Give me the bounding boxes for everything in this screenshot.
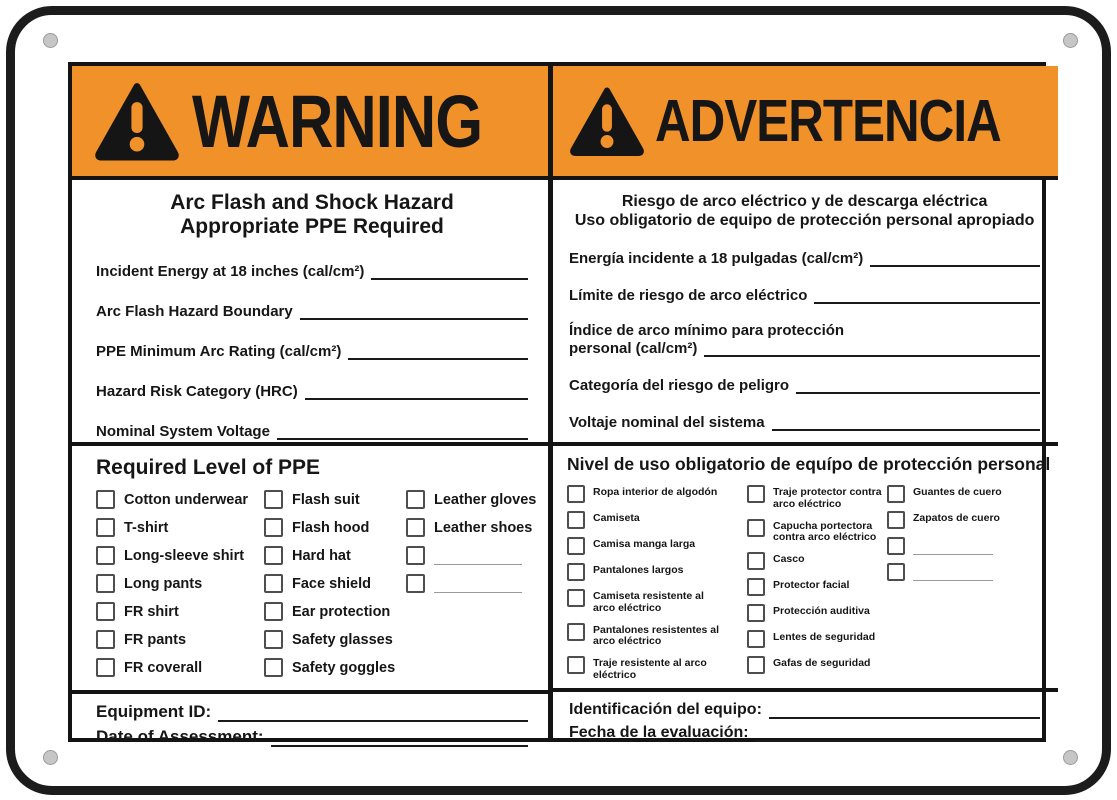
checkbox[interactable]: [567, 485, 585, 503]
write-in-line[interactable]: [300, 305, 528, 320]
checkbox[interactable]: [747, 630, 765, 648]
ppe-en-col3: [406, 490, 538, 686]
write-in-line[interactable]: [277, 425, 528, 440]
ppe-item-blank: [887, 537, 1050, 555]
ppe-section-en: [72, 442, 548, 690]
checkbox[interactable]: [887, 485, 905, 503]
ppe-item: Hard hat: [264, 546, 406, 565]
checkbox[interactable]: [264, 574, 283, 593]
write-in-line[interactable]: [913, 568, 993, 581]
checkbox[interactable]: [567, 511, 585, 529]
write-in-line[interactable]: [371, 265, 528, 280]
ppe-item: FR pants: [96, 630, 264, 649]
field-incident-energy: Incident Energy at 18 inches (cal/cm²): [96, 263, 528, 280]
write-in-line[interactable]: [434, 552, 522, 565]
ppe-item: Ropa interior de algodón: [567, 485, 747, 503]
ppe-item: Face shield: [264, 574, 406, 593]
ppe-item: Traje protector contra arco eléctrico: [747, 485, 887, 511]
ppe-item: FR coverall: [96, 658, 264, 677]
ppe-es-col3: [887, 485, 1050, 690]
ppe-title-es: Nivel de uso obligatorio de equípo de protección personal: [567, 454, 1051, 474]
ppe-item: Casco: [747, 552, 887, 570]
checkbox[interactable]: [406, 546, 425, 565]
write-in-line[interactable]: [704, 342, 1040, 357]
checkbox[interactable]: [264, 518, 283, 537]
write-in-line[interactable]: [271, 732, 528, 747]
banner-word-es: ADVERTENCIA: [655, 87, 1001, 155]
ppe-item: Leather shoes: [406, 518, 538, 537]
field-identificacion-equipo: Identificación del equipo:: [569, 701, 1040, 719]
sign-panel: [68, 62, 1051, 746]
ppe-item: T-shirt: [96, 518, 264, 537]
checkbox[interactable]: [264, 602, 283, 621]
checkbox[interactable]: [747, 578, 765, 596]
hazard-title-en: Arc Flash and Shock Hazard Appropriate PPE Required: [170, 191, 454, 239]
ppe-item: Protector facial: [747, 578, 887, 596]
ppe-item: Pantalones largos: [567, 563, 747, 581]
write-in-line[interactable]: [305, 385, 528, 400]
field-ppe-min-arc-rating: PPE Minimum Arc Rating (cal/cm²): [96, 343, 528, 360]
field-equipment-id: Equipment ID:: [96, 702, 528, 722]
field-nominal-voltage: Nominal System Voltage: [96, 423, 528, 440]
field-arc-flash-boundary: Arc Flash Hazard Boundary: [96, 303, 528, 320]
checkbox[interactable]: [887, 511, 905, 529]
warning-triangle-icon: [94, 81, 180, 161]
ppe-item: Camiseta: [567, 511, 747, 529]
field-hazard-risk-category: Hazard Risk Category (HRC): [96, 383, 528, 400]
write-in-line[interactable]: [913, 542, 993, 555]
checkbox[interactable]: [96, 658, 115, 677]
field-limite-riesgo: Límite de riesgo de arco eléctrico: [569, 287, 1040, 304]
checkbox[interactable]: [406, 490, 425, 509]
hazard-title-es: Riesgo de arco eléctrico y de descarga eléctrica Uso obligatorio de equipo de protección personal apropiado: [574, 193, 1035, 229]
mounting-hole: [43, 33, 58, 48]
checkbox[interactable]: [264, 658, 283, 677]
checkbox[interactable]: [567, 563, 585, 581]
checkbox[interactable]: [747, 656, 765, 674]
ppe-item: Long-sleeve shirt: [96, 546, 264, 565]
ppe-item-blank: [406, 546, 538, 565]
checkbox[interactable]: [96, 602, 115, 621]
ppe-item: Gafas de seguridad: [747, 656, 887, 674]
ppe-item: Camiseta resistente al arco eléctrico: [567, 589, 747, 615]
ppe-item: Long pants: [96, 574, 264, 593]
hazard-info-es: [553, 176, 1058, 442]
checkbox[interactable]: [406, 574, 425, 593]
write-in-line[interactable]: [772, 416, 1041, 431]
field-date-of-assessment: Date of Assessment:: [96, 727, 528, 747]
field-voltaje-nominal: Voltaje nominal del sistema: [569, 414, 1040, 431]
warning-banner-es: [553, 66, 1058, 176]
warning-banner-en: [72, 66, 548, 176]
assessment-footer-es: [553, 688, 1058, 742]
ppe-item: Lentes de seguridad: [747, 630, 887, 648]
checkbox[interactable]: [887, 563, 905, 581]
checkbox[interactable]: [747, 552, 765, 570]
assessment-footer-en: [72, 690, 548, 747]
checkbox[interactable]: [887, 537, 905, 555]
checkbox[interactable]: [747, 604, 765, 622]
ppe-title-en: Required Level of PPE: [96, 456, 321, 479]
checkbox[interactable]: [264, 546, 283, 565]
checkbox[interactable]: [567, 589, 585, 607]
ppe-item: FR shirt: [96, 602, 264, 621]
ppe-item: Pantalones resistentes al arco eléctrico: [567, 623, 747, 649]
ppe-item: Camisa manga larga: [567, 537, 747, 555]
ppe-item: Flash suit: [264, 490, 406, 509]
sign-plate: [6, 6, 1111, 795]
mounting-hole: [1063, 33, 1078, 48]
ppe-item: Safety glasses: [264, 630, 406, 649]
ppe-section-es: [553, 442, 1058, 688]
write-in-line[interactable]: [434, 580, 522, 593]
field-fecha-evaluacion: Fecha de la evaluación:: [569, 724, 1040, 742]
checkbox[interactable]: [567, 623, 585, 641]
checkbox[interactable]: [96, 490, 115, 509]
ppe-item: Cotton underwear: [96, 490, 264, 509]
write-in-line[interactable]: [756, 727, 1041, 742]
write-in-line[interactable]: [769, 704, 1040, 719]
field-categoria-riesgo: Categoría del riesgo de peligro: [569, 377, 1040, 394]
checkbox[interactable]: [747, 519, 765, 537]
checkbox[interactable]: [567, 537, 585, 555]
checkbox[interactable]: [747, 485, 765, 503]
checkbox[interactable]: [406, 518, 425, 537]
checkbox[interactable]: [96, 574, 115, 593]
ppe-item: Safety goggles: [264, 658, 406, 677]
checkbox[interactable]: [264, 630, 283, 649]
ppe-item: Capucha portectora contra arco eléctrico: [747, 519, 887, 545]
ppe-item-blank: [406, 574, 538, 593]
checkbox[interactable]: [96, 630, 115, 649]
ppe-item: Traje resistente al arco eléctrico: [567, 656, 747, 682]
write-in-line[interactable]: [814, 289, 1040, 304]
hazard-info-en: [72, 176, 548, 442]
ppe-item: Leather gloves: [406, 490, 538, 509]
write-in-line[interactable]: [870, 252, 1040, 267]
warning-triangle-icon: [569, 85, 645, 157]
write-in-line[interactable]: [348, 345, 528, 360]
checkbox[interactable]: [567, 656, 585, 674]
field-indice-arco: Índice de arco mínimo para protección personal (cal/cm²): [569, 322, 1040, 357]
write-in-line[interactable]: [796, 379, 1040, 394]
ppe-en-col2: [264, 490, 406, 686]
panel-english: [72, 66, 548, 746]
ppe-item: Guantes de cuero: [887, 485, 1050, 503]
mounting-hole: [43, 750, 58, 765]
ppe-item: Zapatos de cuero: [887, 511, 1050, 529]
checkbox[interactable]: [96, 546, 115, 565]
ppe-item: Flash hood: [264, 518, 406, 537]
checkbox[interactable]: [264, 490, 283, 509]
write-in-line[interactable]: [218, 707, 528, 722]
banner-word-en: WARNING: [192, 79, 483, 163]
ppe-en-col1: [96, 490, 264, 686]
mounting-hole: [1063, 750, 1078, 765]
ppe-item: Ear protection: [264, 602, 406, 621]
ppe-es-col1: [567, 485, 747, 690]
ppe-item: Protección auditiva: [747, 604, 887, 622]
panel-spanish: [553, 66, 1058, 741]
field-energia-incidente: Energía incidente a 18 pulgadas (cal/cm²): [569, 250, 1040, 267]
ppe-es-col2: [747, 485, 887, 690]
checkbox[interactable]: [96, 518, 115, 537]
ppe-item-blank: [887, 563, 1050, 581]
